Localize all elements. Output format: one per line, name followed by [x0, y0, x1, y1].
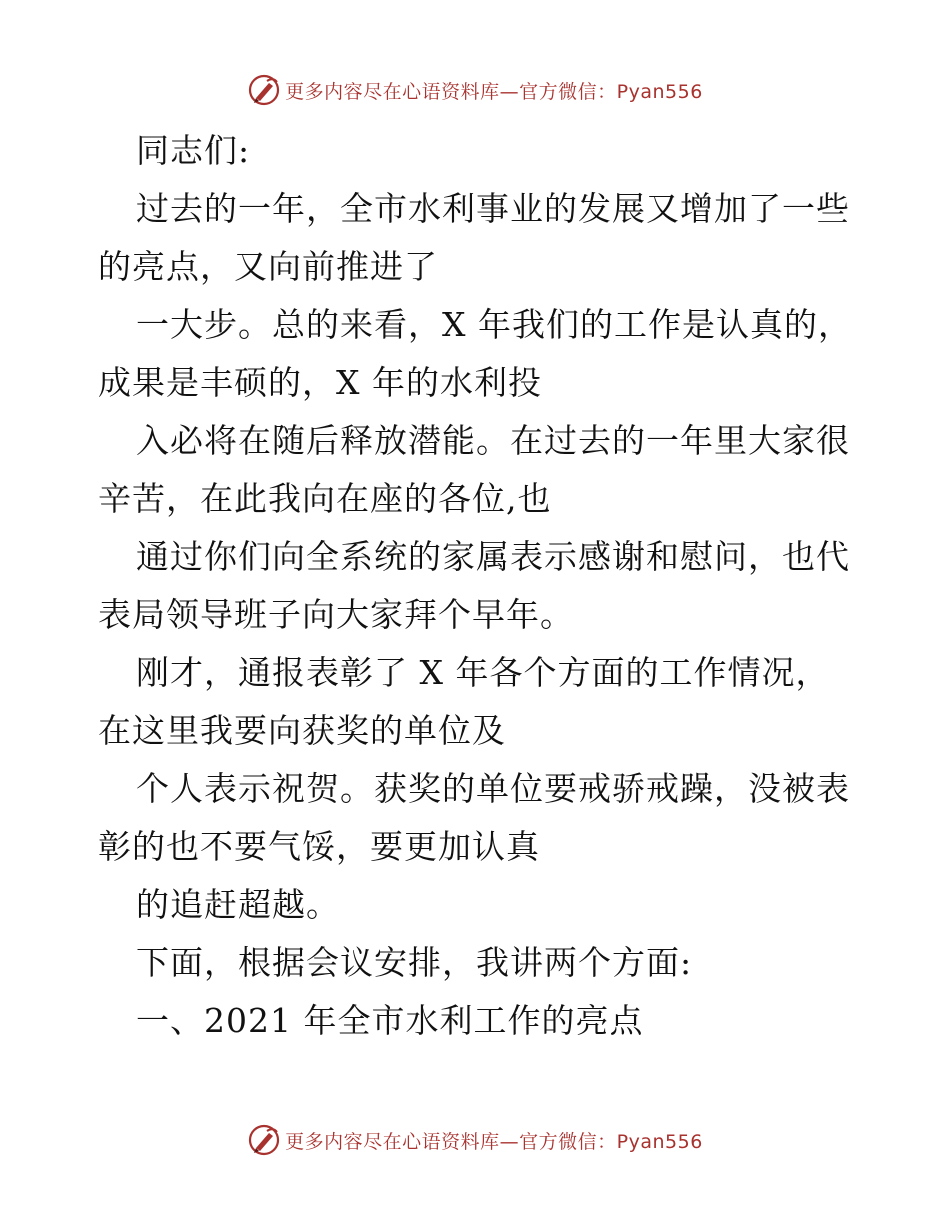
paragraph-line: 的追赶超越。: [136, 885, 340, 924]
paragraph-line: 辛苦，在此我向在座的各位,也: [98, 479, 552, 518]
footer-watermark: [0, 1122, 950, 1158]
paragraph-line: 入必将在随后释放潜能。在过去的一年里大家很: [136, 421, 850, 460]
paragraph-line: 下面，根据会议安排，我讲两个方面:: [136, 943, 693, 982]
section-heading: 一、2021 年全市水利工作的亮点: [136, 1001, 644, 1040]
paragraph-line: 过去的一年，全市水利事业的发展又增加了一些: [136, 189, 850, 228]
header-watermark: [0, 72, 950, 108]
pen-logo-icon: [247, 1123, 281, 1157]
paragraph-line: 成果是丰硕的，X 年的水利投: [98, 363, 542, 402]
watermark-text: 更多内容尽在心语资料库—官方微信：Pyan556: [285, 80, 703, 103]
paragraph-line: 表局领导班子向大家拜个早年。: [98, 595, 574, 634]
paragraph-line: 在这里我要向获奖的单位及: [98, 711, 506, 750]
paragraph-line: 个人表示祝贺。获奖的单位要戒骄戒躁，没被表: [136, 769, 850, 808]
paragraph-line: 的亮点，又向前推进了: [98, 247, 438, 286]
paragraph-line: 一大步。总的来看，X 年我们的工作是认真的，: [136, 305, 852, 344]
pen-logo-icon: [247, 73, 281, 107]
paragraph-line: 彰的也不要气馁，要更加认真: [98, 827, 540, 866]
watermark-text: 更多内容尽在心语资料库—官方微信：Pyan556: [285, 1130, 703, 1153]
paragraph-line: 通过你们向全系统的家属表示感谢和慰问，也代: [136, 537, 850, 576]
paragraph-line: 同志们:: [136, 131, 251, 170]
paragraph-line: 刚才，通报表彰了 X 年各个方面的工作情况，: [136, 653, 830, 692]
